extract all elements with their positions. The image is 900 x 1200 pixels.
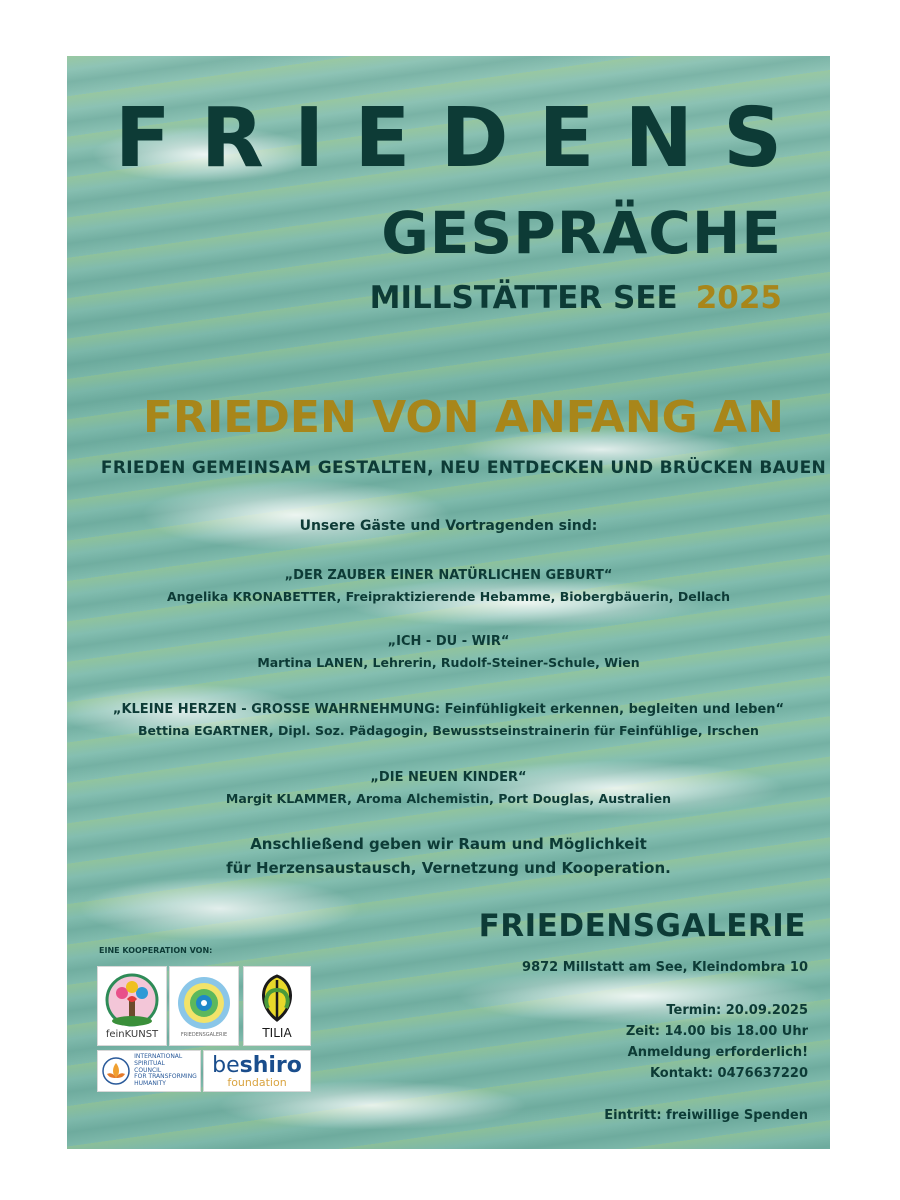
beshiro-logo <box>203 1050 311 1092</box>
talk-speaker: Angelika KRONABETTER, Freipraktizierende Hebamme, Biobergbäuerin, Dellach <box>166 589 731 604</box>
closing-line-1: Anschließend geben wir Raum und Möglichkeit <box>250 835 647 853</box>
guests-intro: Unsere Gäste und Vortragenden sind: <box>299 518 598 534</box>
closing-text <box>87 832 810 880</box>
theme-title: FRIEDEN VON ANFANG AN <box>143 392 784 443</box>
event-date: Termin: 20.09.2025 <box>666 1003 808 1018</box>
talk-speaker: Bettina EGARTNER, Dipl. Soz. Pädagogin, Bewusstseinstrainerin für Feinfühlige, Irschen <box>138 723 759 738</box>
feinkunst-logo-text: feinKUNST <box>105 1028 159 1040</box>
talk-item <box>87 770 810 806</box>
feinkunst-logo <box>97 966 167 1046</box>
talk-speaker: Martina LANEN, Lehrerin, Rudolf-Steiner-Schule, Wien <box>257 655 640 670</box>
venue-address: 9872 Millstatt am See, Kleindombra 10 <box>522 960 808 975</box>
talk-title: „DIE NEUEN KINDER“ <box>370 770 527 785</box>
talk-item <box>87 702 810 738</box>
talk-item <box>87 634 810 670</box>
talk-title: „ICH - DU - WIR“ <box>387 634 510 649</box>
spiritual-council-logo-text <box>134 1054 197 1088</box>
location-line <box>369 280 782 316</box>
cooperation-label: EINE KOOPERATION VON: <box>99 946 213 955</box>
poster-subtitle: GESPRÄCHE <box>381 199 782 267</box>
tree-heart-icon <box>105 973 159 1027</box>
closing-line-2: für Herzensaustausch, Vernetzung und Kooperation. <box>226 859 671 877</box>
council-line: FOR TRANSFORMING <box>134 1073 197 1081</box>
spiritual-council-logo <box>97 1050 201 1092</box>
event-details <box>626 1000 808 1084</box>
friedensgalerie-logo <box>169 966 239 1046</box>
entry-fee: Eintritt: freiwillige Spenden <box>604 1108 808 1123</box>
council-line: INTERNATIONAL <box>134 1052 183 1060</box>
tilia-logo <box>243 966 311 1046</box>
council-line: SPIRITUAL <box>134 1059 165 1067</box>
talk-title: „DER ZAUBER EINER NATÜRLICHEN GEBURT“ <box>284 568 613 583</box>
beshiro-wordmark-shiro: shiro <box>239 1052 302 1078</box>
council-line: HUMANITY <box>134 1080 166 1088</box>
talk-speaker: Margit KLAMMER, Aroma Alchemistin, Port Douglas, Australien <box>225 791 672 806</box>
talk-title: „KLEINE HERZEN - GROSSE WAHRNEHMUNG: Feinfühligkeit erkennen, begleiten und leben“ <box>112 702 785 717</box>
talk-item <box>87 568 810 604</box>
event-time: Zeit: 14.00 bis 18.00 Uhr <box>625 1024 808 1040</box>
contact-phone: Kontakt: 0476637220 <box>649 1066 808 1082</box>
venue-name: FRIEDENSGALERIE <box>478 908 806 944</box>
lotus-icon <box>101 1056 131 1086</box>
event-year: 2025 <box>695 280 782 316</box>
registration-note: Anmeldung erforderlich! <box>627 1045 808 1061</box>
poster <box>67 56 830 1149</box>
beshiro-subtitle: foundation <box>227 1075 287 1089</box>
theme-subtitle: FRIEDEN GEMEINSAM GESTALTEN, NEU ENTDECKEN UND BRÜCKEN BAUEN <box>100 458 827 478</box>
tilia-logo-text: TILIA <box>262 1026 292 1040</box>
globe-icon <box>176 975 232 1031</box>
council-line: COUNCIL <box>134 1066 162 1074</box>
poster-title: FRIEDENS <box>114 91 813 186</box>
friedensgalerie-logo-text: FRIEDENSGALERIE <box>180 1031 228 1038</box>
beshiro-wordmark-be: be <box>212 1052 240 1078</box>
beshiro-wordmark <box>212 1052 302 1078</box>
leaf-icon <box>252 972 302 1024</box>
location-name: MILLSTÄTTER SEE <box>369 280 678 316</box>
